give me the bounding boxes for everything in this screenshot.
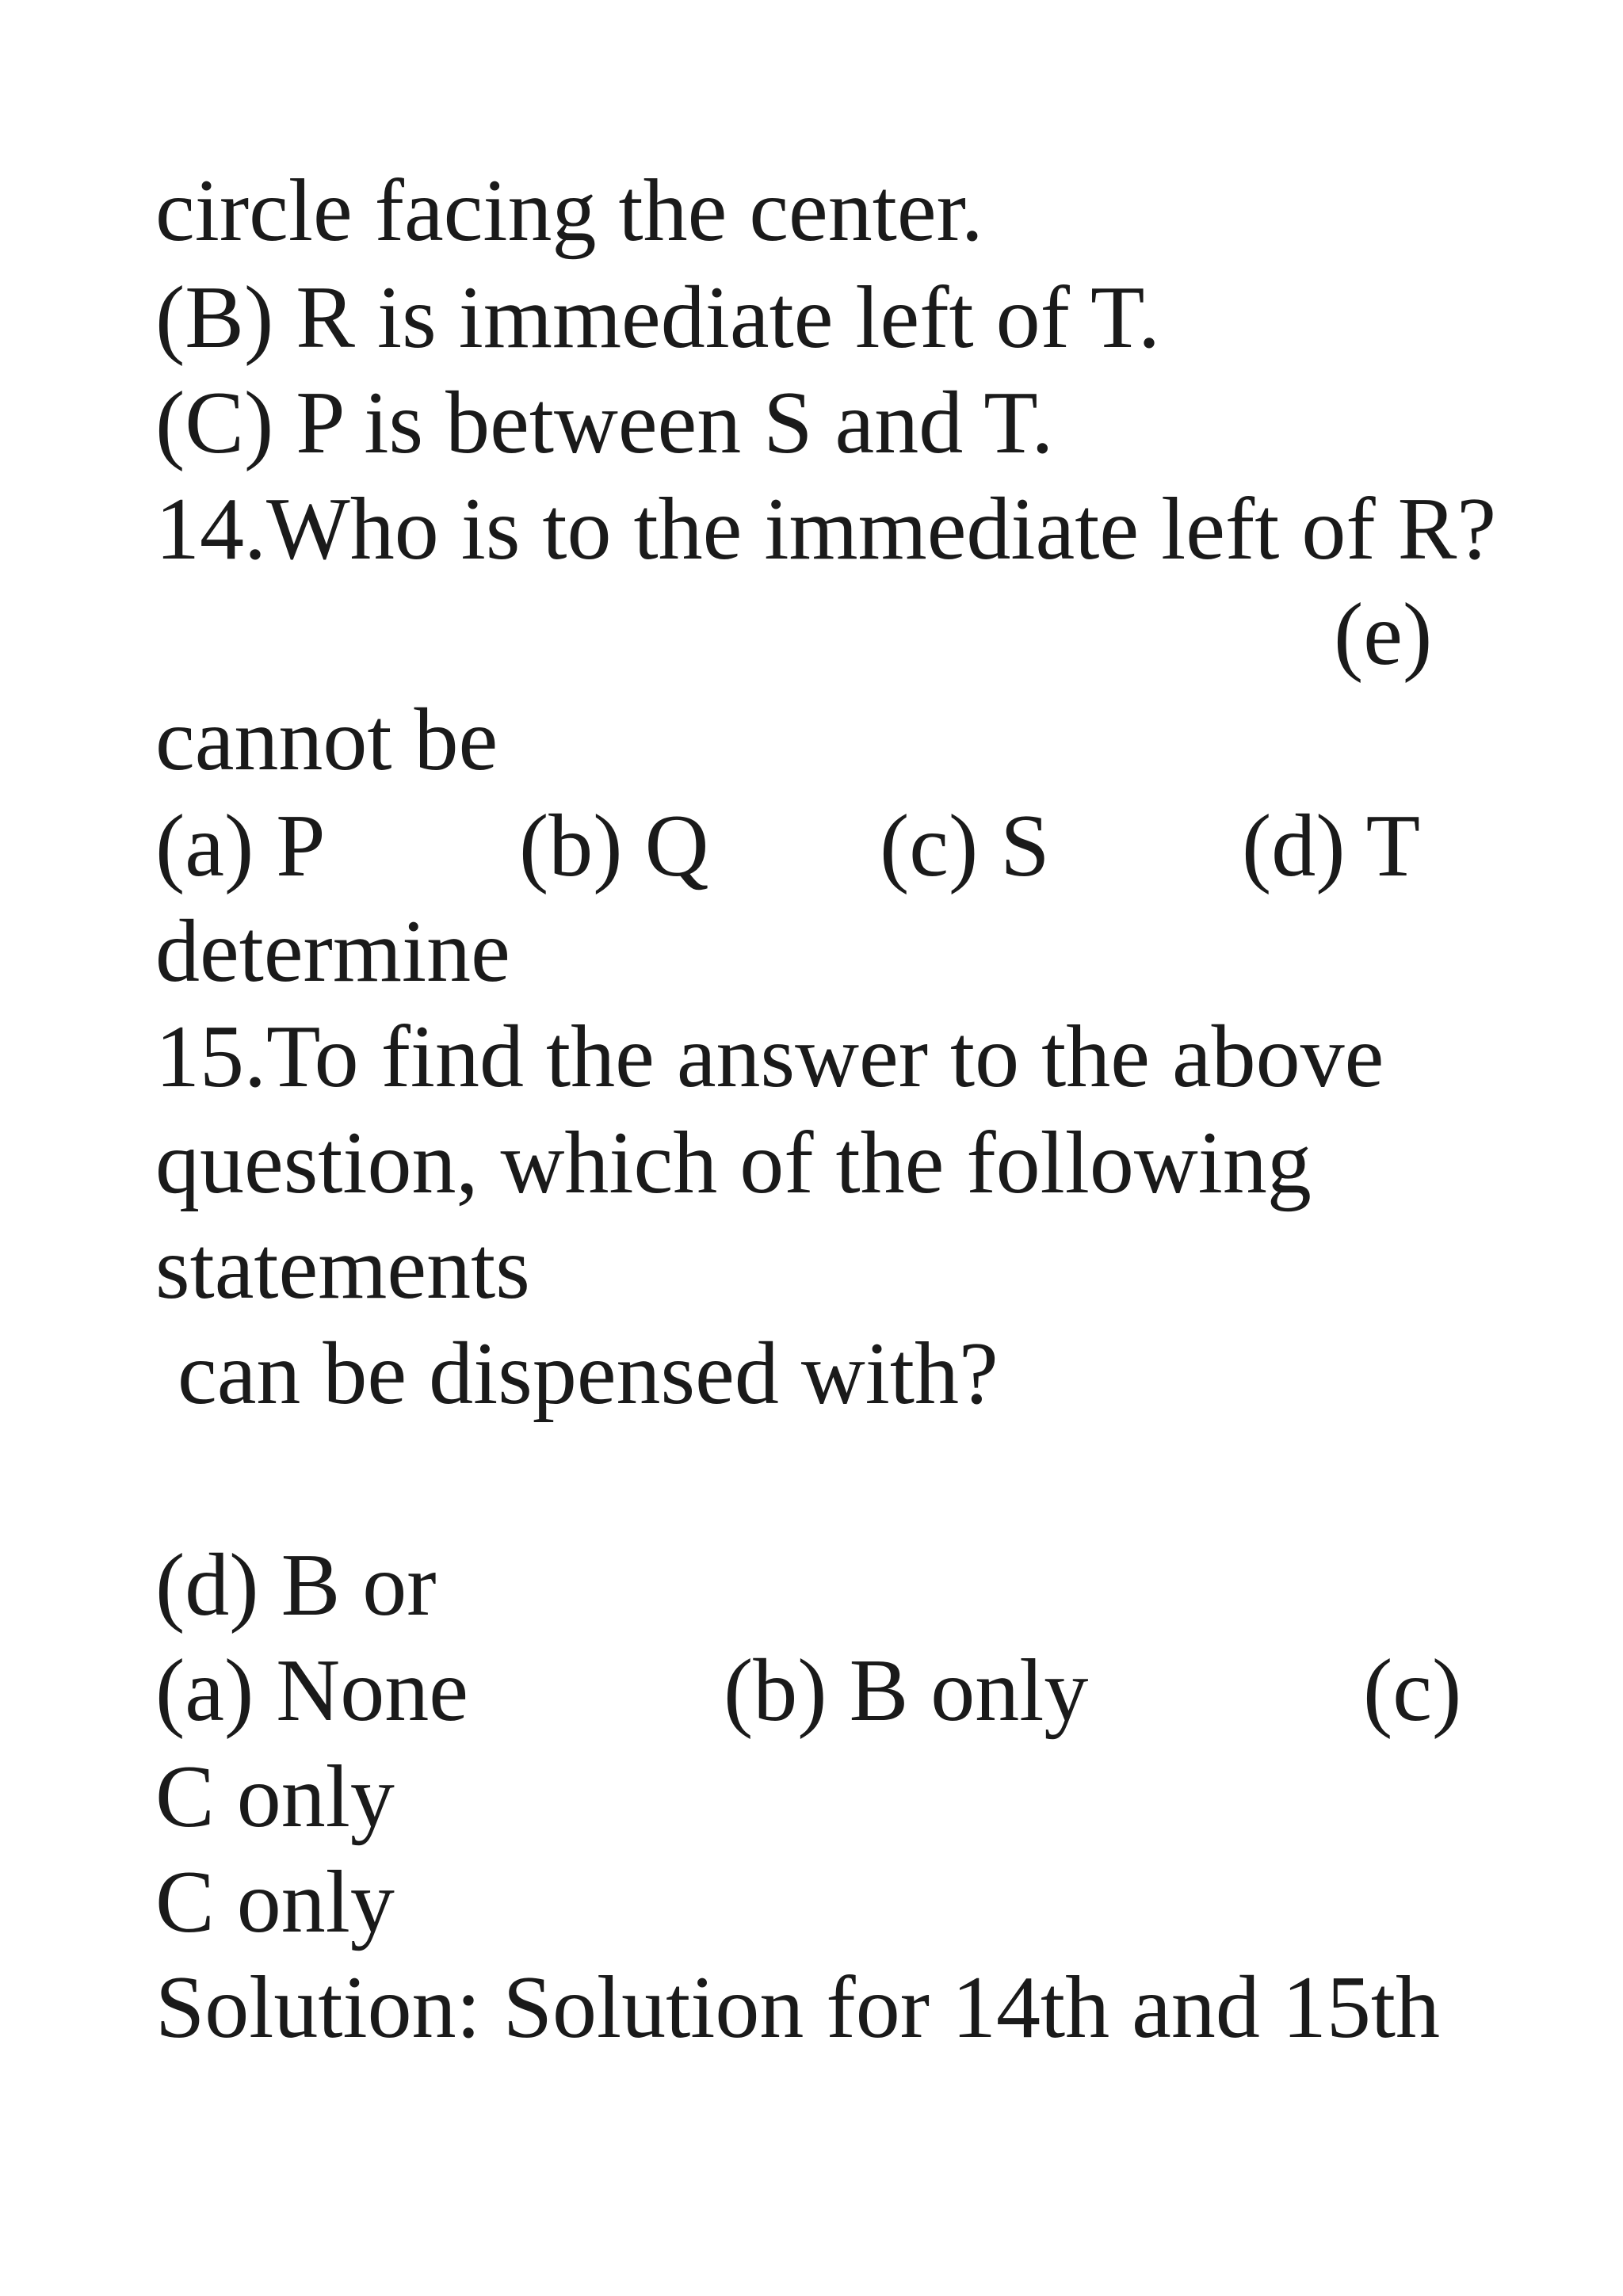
question-15-line-2: question, which of the following <box>155 1114 1312 1212</box>
q14-option-b: (b) Q <box>519 797 709 895</box>
q15-option-b: (b) B only <box>724 1642 1089 1740</box>
question-14: 14.Who is to the immediate left of R? <box>155 480 1497 578</box>
q15-option-d-text: C only <box>155 1853 395 1951</box>
q15-option-c-text: C only <box>155 1748 395 1846</box>
q14-option-e-text: cannot be <box>155 691 498 789</box>
q14-option-e-label: (e) <box>1334 585 1433 684</box>
statement-b: (B) R is immediate left of T. <box>155 269 1161 367</box>
q15-option-c-label: (c) <box>1363 1642 1462 1740</box>
q14-option-d: (d) T <box>1242 797 1420 895</box>
solution-heading: Solution: Solution for 14th and 15th <box>155 1958 1440 2057</box>
q15-option-a: (a) None <box>155 1642 468 1740</box>
question-15-line-3: statements <box>155 1219 530 1318</box>
question-15-line-1: 15.To find the answer to the above <box>155 1008 1384 1106</box>
question-15-line-4: can be dispensed with? <box>155 1325 999 1423</box>
q14-option-e-text-cont: determine <box>155 902 510 1001</box>
intro-text: circle facing the center. <box>155 162 983 260</box>
statement-c: (C) P is between S and T. <box>155 374 1054 472</box>
q15-option-d-label: (d) B or <box>155 1536 437 1634</box>
q14-option-a: (a) P <box>155 797 326 895</box>
q14-option-c: (c) S <box>880 797 1050 895</box>
